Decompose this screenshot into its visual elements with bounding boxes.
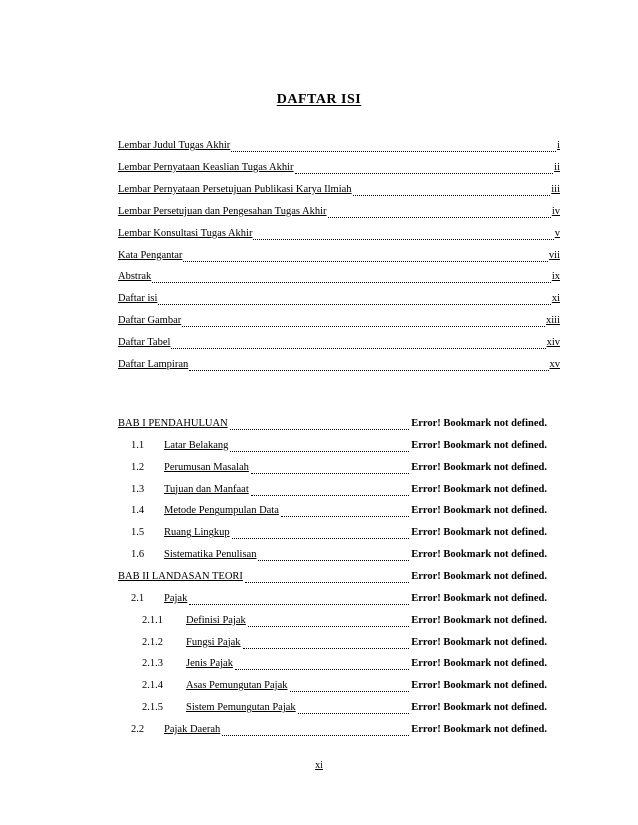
section-label: Latar Belakang: [164, 439, 229, 451]
toc-subsection[interactable]: [131, 549, 547, 565]
bookmark-error: Error! Bookmark not defined.: [411, 418, 547, 429]
bookmark-error: Error! Bookmark not defined.: [411, 483, 547, 495]
bookmark-error: Error! Bookmark not defined.: [411, 702, 547, 714]
bookmark-error: Error! Bookmark not defined.: [411, 527, 547, 539]
dot-leader: [245, 581, 409, 583]
toc-subsection[interactable]: [131, 462, 547, 478]
toc-entry-page: xiii: [545, 315, 560, 327]
section-number: 2.1.3: [142, 658, 163, 670]
toc-entry-label: Abstrak: [118, 271, 152, 283]
bookmark-error: Error! Bookmark not defined.: [411, 549, 547, 561]
toc-subsection[interactable]: [142, 658, 547, 674]
dot-leader: [328, 216, 551, 218]
dot-leader: [243, 647, 410, 649]
dot-leader: [290, 690, 410, 692]
section-number: 1.4: [131, 505, 145, 517]
toc-entry-page: i: [557, 140, 560, 151]
toc-entry[interactable]: [118, 315, 560, 331]
section-label: Tujuan dan Manfaat: [164, 483, 249, 495]
page-number: xi: [315, 760, 323, 771]
bookmark-error: Error! Bookmark not defined.: [411, 723, 547, 735]
bookmark-error: Error! Bookmark not defined.: [411, 658, 547, 670]
section-label: Pajak: [164, 592, 188, 604]
section-number: 2.1: [131, 592, 145, 604]
dot-leader: [235, 668, 409, 670]
section-number: 2.2: [131, 723, 145, 735]
dot-leader: [158, 303, 550, 305]
toc-entry-label: Daftar Gambar: [118, 315, 182, 327]
toc-chapter[interactable]: [118, 418, 547, 434]
bookmark-error: Error! Bookmark not defined.: [411, 592, 547, 604]
page-title: DAFTAR ISI: [276, 92, 362, 107]
dot-leader: [189, 603, 409, 605]
dot-leader: [230, 450, 409, 452]
toc-entry-page: v: [554, 227, 560, 239]
toc-entry[interactable]: [118, 184, 560, 200]
dot-leader: [281, 515, 409, 517]
toc-entry[interactable]: [118, 337, 560, 353]
section-number: 1.1: [131, 439, 145, 451]
toc-entry[interactable]: [118, 140, 560, 156]
section-label: Fungsi Pajak: [186, 636, 241, 648]
dot-leader: [248, 625, 409, 627]
toc-entry[interactable]: [118, 293, 560, 309]
section-label: Pajak Daerah: [164, 723, 221, 735]
section-label: Asas Pemungutan Pajak: [186, 680, 288, 692]
dot-leader: [222, 734, 409, 736]
toc-entry-label: Lembar Pernyataan Persetujuan Publikasi Karya Ilmiah: [118, 183, 352, 195]
toc-entry-label: Daftar isi: [118, 293, 158, 305]
bookmark-error: Error! Bookmark not defined.: [411, 461, 547, 473]
section-label: Jenis Pajak: [186, 658, 233, 670]
toc-entry-label: Lembar Konsultasi Tugas Akhir: [118, 227, 253, 239]
toc-subsection[interactable]: [131, 484, 547, 500]
dot-leader: [251, 472, 409, 474]
section-label: Sistem Pemungutan Pajak: [186, 702, 296, 714]
toc-entry-page: xv: [549, 359, 560, 370]
toc-entry[interactable]: [118, 250, 560, 266]
toc-entry-page: ii: [554, 161, 560, 173]
toc-entry[interactable]: [118, 162, 560, 178]
toc-entry-label: Lembar Persetujuan dan Pengesahan Tugas Akhir: [118, 205, 327, 217]
toc-entry-label: Daftar Tabel: [118, 337, 171, 349]
section-label: Ruang Lingkup: [164, 527, 230, 539]
section-number: 1.2: [131, 461, 145, 473]
toc-entry-page: iv: [551, 205, 560, 217]
bookmark-error: Error! Bookmark not defined.: [411, 614, 547, 626]
section-number: 1.6: [131, 549, 145, 561]
toc-chapter[interactable]: [118, 571, 547, 587]
toc-subsection[interactable]: [131, 593, 547, 609]
dot-leader: [353, 194, 551, 196]
section-label: Sistematika Penulisan: [164, 549, 257, 561]
toc-entry-page: vii: [548, 249, 560, 261]
dot-leader: [152, 281, 551, 283]
section-label: Definisi Pajak: [186, 614, 246, 626]
toc-entry[interactable]: [118, 271, 560, 287]
section-number: 2.1.5: [142, 702, 163, 714]
bookmark-error: Error! Bookmark not defined.: [411, 680, 547, 692]
toc-entry-page: xi: [551, 293, 560, 305]
toc-subsection[interactable]: [142, 615, 547, 631]
dot-leader: [183, 260, 547, 262]
section-number: 2.1.1: [142, 614, 163, 626]
dot-leader: [171, 347, 545, 349]
dot-leader: [230, 428, 410, 430]
bookmark-error: Error! Bookmark not defined.: [411, 570, 547, 582]
toc-entry-page: iii: [551, 183, 560, 195]
section-number: 2.1.2: [142, 636, 163, 648]
section-label: BAB II LANDASAN TEORI: [118, 570, 243, 582]
dot-leader: [298, 712, 410, 714]
toc-subsection[interactable]: [131, 724, 547, 740]
section-label: BAB I PENDAHULUAN: [118, 418, 228, 429]
section-label: Metode Pengumpulan Data: [164, 505, 279, 517]
toc-entry-label: Kata Pengantar: [118, 249, 183, 261]
dot-leader: [253, 238, 553, 240]
dot-leader: [295, 172, 554, 174]
toc-subsection[interactable]: [142, 680, 547, 696]
toc-subsection[interactable]: [142, 702, 547, 718]
dot-leader: [232, 537, 410, 539]
toc-subsection[interactable]: [131, 440, 547, 456]
dot-leader: [182, 325, 545, 327]
toc-subsection[interactable]: [142, 637, 547, 653]
bookmark-error: Error! Bookmark not defined.: [411, 505, 547, 517]
section-number: 2.1.4: [142, 680, 163, 692]
toc-entry-page: xiv: [546, 337, 560, 349]
toc-subsection[interactable]: [131, 505, 547, 521]
toc-entry-label: Lembar Pernyataan Keaslian Tugas Akhir: [118, 161, 294, 173]
dot-leader: [258, 559, 409, 561]
toc-entry[interactable]: [118, 206, 560, 222]
dot-leader: [251, 494, 410, 496]
bookmark-error: Error! Bookmark not defined.: [411, 636, 547, 648]
toc-entry-page: ix: [551, 271, 560, 283]
dot-leader: [231, 150, 556, 152]
section-number: 1.5: [131, 527, 145, 539]
toc-entry-label: Lembar Judul Tugas Akhir: [118, 140, 231, 151]
toc-entry[interactable]: [118, 228, 560, 244]
dot-leader: [189, 369, 548, 371]
toc-entry-label: Daftar Lampiran: [118, 359, 189, 370]
bookmark-error: Error! Bookmark not defined.: [411, 439, 547, 451]
toc-subsection[interactable]: [131, 527, 547, 543]
section-label: Perumusan Masalah: [164, 461, 249, 473]
section-number: 1.3: [131, 483, 145, 495]
toc-entry[interactable]: [118, 359, 560, 375]
